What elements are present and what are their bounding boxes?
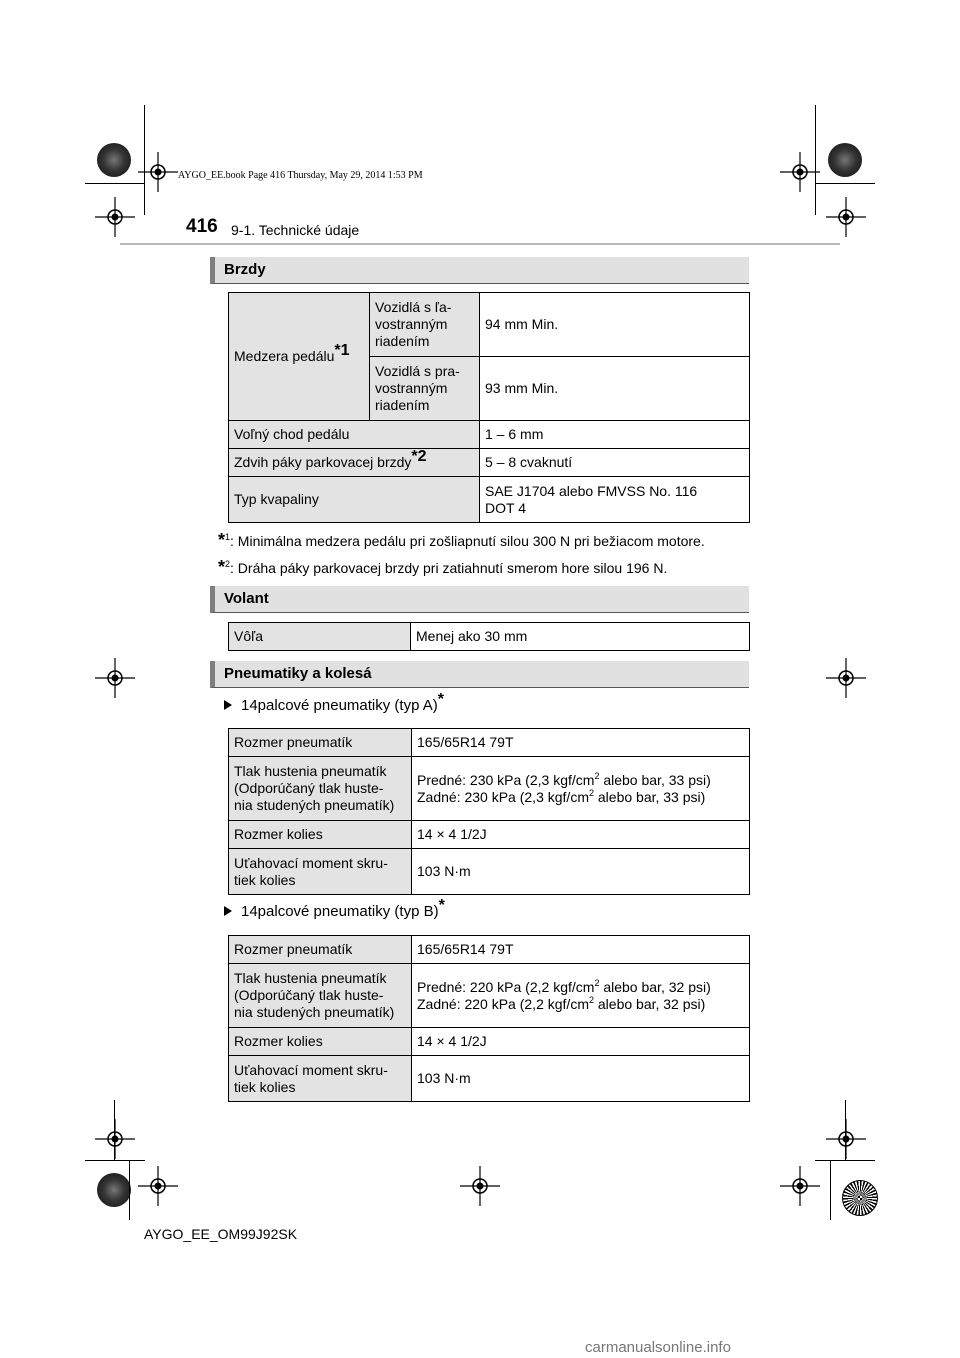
chapter-title: 9-1. Technické údaje xyxy=(231,222,360,238)
front-pressure-suffix: alebo bar, 32 psi) xyxy=(599,978,711,995)
steering-table xyxy=(228,622,750,651)
front-pressure-prefix: Predné: 220 kPa (2,2 kgf/cm xyxy=(417,978,595,995)
table-row xyxy=(229,477,750,523)
table-row xyxy=(229,421,750,449)
front-pressure xyxy=(417,772,744,789)
crop-mark xyxy=(815,105,816,215)
triangle-bullet-icon xyxy=(224,700,232,710)
crosshair-mark xyxy=(826,197,866,237)
footnote-text: : Minimálna medzera pedálu pri zošliapnutí silou 300 N pri bežiacom motore. xyxy=(230,533,705,549)
table-row xyxy=(229,936,750,964)
rear-pressure xyxy=(417,996,744,1013)
front-pressure-prefix: Predné: 230 kPa (2,3 kgf/cm xyxy=(417,771,595,788)
front-pressure-suffix: alebo bar, 33 psi) xyxy=(599,771,711,788)
tires-type-a-heading xyxy=(224,691,445,714)
table-row xyxy=(229,1056,750,1102)
section-brakes xyxy=(210,257,749,284)
rear-pressure-prefix: Zadné: 220 kPa (2,2 kgf/cm xyxy=(417,995,589,1012)
crosshair-mark xyxy=(780,1166,820,1206)
footnote-number: 1 xyxy=(225,532,231,542)
table-row xyxy=(229,821,750,849)
steering-play-value: Menej ako 30 mm xyxy=(411,623,750,651)
rhd-label: Vozidlá s pra- vostranným riadením xyxy=(370,357,480,421)
page-number: 416 xyxy=(186,216,218,237)
crosshair-mark xyxy=(138,1166,178,1206)
table-row xyxy=(229,623,750,651)
footnote-number: 2 xyxy=(225,559,231,569)
lhd-label: Vozidlá s ľa- vostranným riadením xyxy=(370,293,480,357)
tires-type-a-table xyxy=(228,728,750,895)
crop-mark xyxy=(845,1100,846,1160)
crop-mark xyxy=(830,1160,831,1220)
tire-size-label: Rozmer pneumatík xyxy=(229,729,412,757)
rear-pressure-sup: 2 xyxy=(588,787,594,798)
rear-pressure-prefix: Zadné: 230 kPa (2,3 kgf/cm xyxy=(417,788,589,805)
watermark: carmanualsonline.info xyxy=(585,1339,731,1356)
footnote-asterisk: * xyxy=(218,557,226,577)
crop-mark xyxy=(815,1160,875,1161)
rear-pressure-sup: 2 xyxy=(588,994,594,1005)
tire-pressure-label: Tlak hustenia pneumatík (Odporúčaný tlak huste- nia studených pneumatík) xyxy=(229,757,412,821)
section-tires xyxy=(210,661,749,688)
crop-mark xyxy=(85,183,145,184)
parking-travel-value: 5 – 8 cvaknutí xyxy=(480,449,750,477)
crosshair-mark xyxy=(780,152,820,192)
wheel-size-value: 14 × 4 1/2J xyxy=(412,1028,750,1056)
footnote-2 xyxy=(218,557,667,578)
torque-label: Uťahovací moment skru- tiek kolies xyxy=(229,1056,412,1102)
rear-pressure-suffix: alebo bar, 33 psi) xyxy=(594,788,706,805)
front-pressure-sup: 2 xyxy=(594,770,600,781)
pedal-clearance-text: Medzera pedálu xyxy=(234,348,335,364)
section-steering-title: Volant xyxy=(224,590,269,607)
wheel-size-value: 14 × 4 1/2J xyxy=(412,821,750,849)
torque-label: Uťahovací moment skru- tiek kolies xyxy=(229,849,412,895)
front-pressure-sup: 2 xyxy=(594,977,600,988)
pedal-clearance-label xyxy=(229,293,370,421)
book-info: AYGO_EE.book Page 416 Thursday, May 29, 2014 1:53 PM xyxy=(178,170,423,181)
crop-mark xyxy=(129,1160,130,1220)
fluid-label: Typ kvapaliny xyxy=(229,477,480,523)
lhd-value: 94 mm Min. xyxy=(480,293,750,357)
tires-type-a-heading-text: 14palcové pneumatiky (typ A) xyxy=(241,697,438,714)
footnote-mark: * xyxy=(438,897,445,914)
free-play-label: Voľný chod pedálu xyxy=(229,421,480,449)
table-row xyxy=(229,449,750,477)
tire-size-value: 165/65R14 79T xyxy=(412,729,750,757)
footnote-mark: * xyxy=(437,691,445,708)
crosshair-mark xyxy=(826,658,866,698)
rhd-value: 93 mm Min. xyxy=(480,357,750,421)
crosshair-mark xyxy=(95,658,135,698)
registration-disc-top-right xyxy=(828,143,862,177)
footnote-mark: *2 xyxy=(411,448,427,465)
free-play-value: 1 – 6 mm xyxy=(480,421,750,449)
section-steering xyxy=(210,586,749,613)
footnote-asterisk: * xyxy=(218,530,226,550)
wheel-size-label: Rozmer kolies xyxy=(229,821,412,849)
wheel-size-label: Rozmer kolies xyxy=(229,1028,412,1056)
table-row xyxy=(229,757,750,821)
tire-pressure-value xyxy=(412,964,750,1028)
rear-pressure-suffix: alebo bar, 32 psi) xyxy=(594,995,706,1012)
crosshair-mark xyxy=(95,1119,135,1159)
parking-travel-label xyxy=(229,449,480,477)
crop-mark xyxy=(144,105,145,215)
fluid-value: SAE J1704 alebo FMVSS No. 116 DOT 4 xyxy=(480,477,750,523)
crop-mark xyxy=(815,183,875,184)
footnote-mark: *1 xyxy=(334,342,350,359)
crop-mark xyxy=(85,1160,145,1161)
tires-type-b-heading-text: 14palcové pneumatiky (typ B) xyxy=(241,903,439,920)
steering-play-label: Vôľa xyxy=(229,623,411,651)
torque-value: 103 N·m xyxy=(412,849,750,895)
front-pressure xyxy=(417,979,744,996)
footnote-text: : Dráha páky parkovacej brzdy pri zatiahnutí smerom hore silou 196 N. xyxy=(230,560,668,576)
table-row xyxy=(229,849,750,895)
registration-disc-bottom-right xyxy=(842,1180,878,1216)
parking-travel-text: Zdvih páky parkovacej brzdy xyxy=(234,454,412,470)
crosshair-mark xyxy=(95,197,135,237)
crosshair-mark xyxy=(826,1119,866,1159)
tires-type-b-table xyxy=(228,935,750,1102)
crop-mark xyxy=(114,1100,115,1160)
tires-type-b-heading xyxy=(224,897,445,920)
brakes-table xyxy=(228,292,750,523)
tire-size-value: 165/65R14 79T xyxy=(412,936,750,964)
table-row xyxy=(229,293,750,357)
table-row xyxy=(229,964,750,1028)
registration-disc-bottom-left xyxy=(97,1173,131,1207)
crosshair-mark xyxy=(460,1166,500,1206)
torque-value: 103 N·m xyxy=(412,1056,750,1102)
tire-size-label: Rozmer pneumatík xyxy=(229,936,412,964)
section-brakes-title: Brzdy xyxy=(224,261,266,278)
header-rule xyxy=(120,243,840,245)
tire-pressure-value xyxy=(412,757,750,821)
tire-pressure-label: Tlak hustenia pneumatík (Odporúčaný tlak huste- nia studených pneumatík) xyxy=(229,964,412,1028)
table-row xyxy=(229,729,750,757)
triangle-bullet-icon xyxy=(224,906,232,916)
footnote-1 xyxy=(218,530,705,551)
table-row xyxy=(229,1028,750,1056)
footer-code: AYGO_EE_OM99J92SK xyxy=(144,1226,298,1242)
section-tires-title: Pneumatiky a kolesá xyxy=(224,665,372,682)
rear-pressure xyxy=(417,789,744,806)
